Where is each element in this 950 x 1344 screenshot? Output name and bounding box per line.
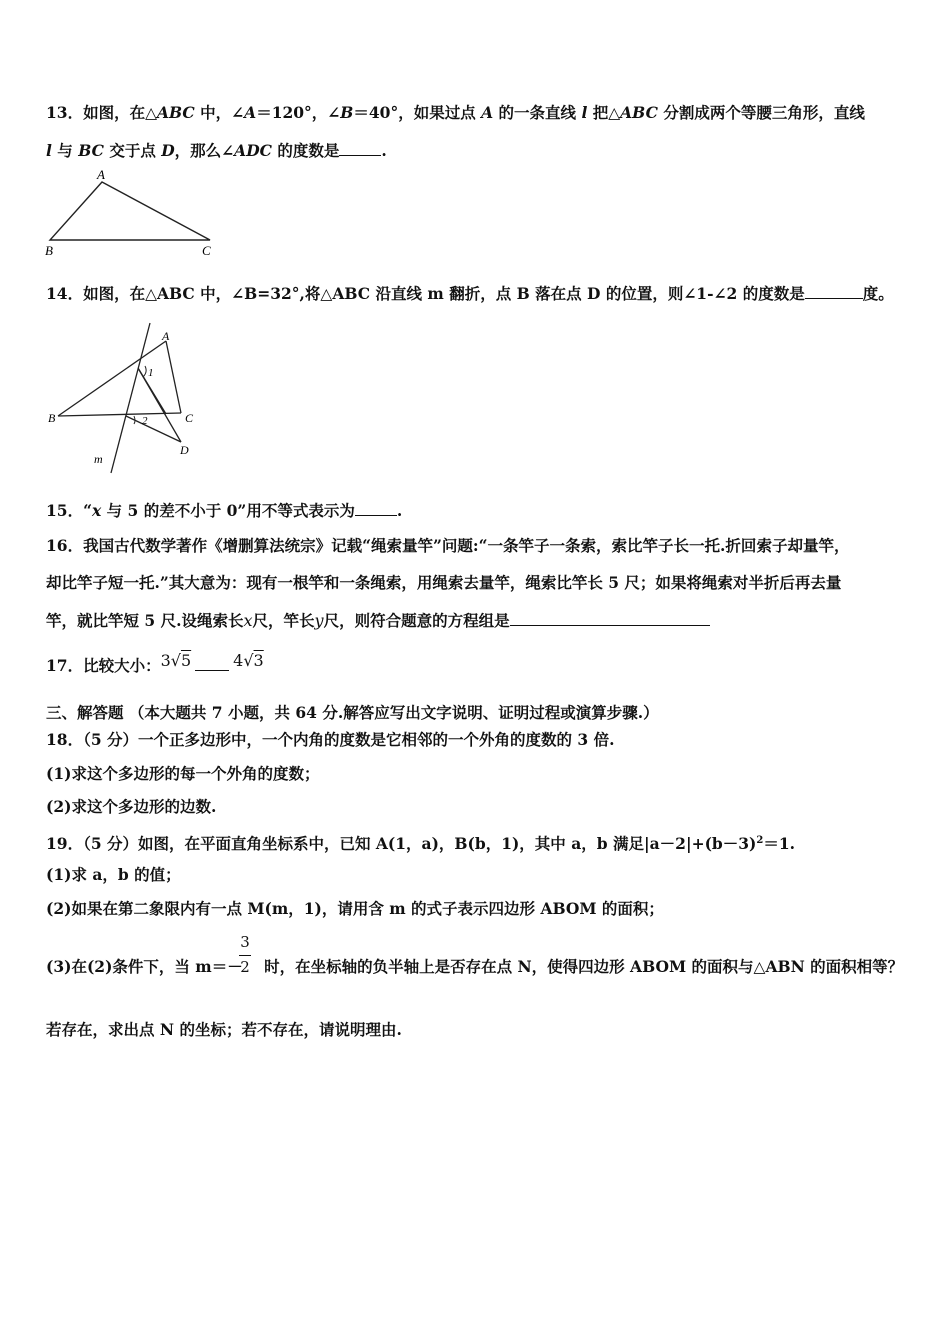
q19-part1: (1)求 a，b 的值； xyxy=(46,865,181,884)
q18-part2: (2)求这个多边形的边数. xyxy=(46,797,217,816)
label-c: C xyxy=(202,243,211,258)
fraction-bar xyxy=(239,955,251,956)
answer-blank xyxy=(195,655,229,671)
q17-line: 17．比较大小：3√5 4√3 xyxy=(46,651,264,675)
q19-stem: 19．（5 分）如图，在平面直角坐标系中，已知 A(1，a)，B(b，1)，其中 a，b 满足$|a-2|+(b-3)^2=1$. xyxy=(46,834,796,854)
label-c: C xyxy=(185,411,194,425)
label-angle-1: 1 xyxy=(148,367,154,379)
q19-part4: 若存在，求出点 N 的坐标；若不存在，请说明理由. xyxy=(46,1020,402,1039)
answer-blank xyxy=(510,610,710,626)
q16-line3: 竿，就比竿短 5 尺.设绳索长x尺，竿长y尺，则符合题意的方程组是 xyxy=(46,610,710,631)
q15-line: 15．“x 与 5 的差不小于 0”用不等式表示为 . xyxy=(46,501,403,520)
label-b: B xyxy=(48,411,56,425)
q19-part2: (2)如果在第二象限内有一点 M(m，1)，请用含 m 的式子表示四边形 ABOM 的面积； xyxy=(46,899,664,918)
fold-line-m xyxy=(111,323,150,473)
label-m: m xyxy=(94,452,103,466)
section3-title: 三、解答题 （本大题共 7 小题，共 64 分.解答应写出文字说明、证明过程或演算步骤.） xyxy=(46,703,659,722)
answer-blank xyxy=(339,140,381,156)
q18-part1: (1)求这个多边形的每一个外角的度数； xyxy=(46,764,320,783)
triangle-abc xyxy=(50,182,210,240)
label-a: A xyxy=(162,329,170,343)
q16-line2: 却比竿子短一托.”其大意为：现有一根竿和一条绳索，用绳索去量竿，绳索比竿长 5 尺；如果将绳索对半折后再去量 xyxy=(46,573,842,592)
q16-line1: 16．我国古代数学著作《增删算法统宗》记载“绳索量竿”问题:“一条竿子一条索，索比竿子长一托.折回索子却量竿， xyxy=(46,536,850,555)
q14-fold-figure xyxy=(44,318,214,478)
q13-line1: 13．如图，在△ABC 中，∠A＝120°，∠B＝40°，如果过点 A 的一条直线 l 把△ABC 分割成两个等腰三角形，直线 xyxy=(46,103,865,122)
edge-ac xyxy=(166,341,181,413)
fraction-numerator: 3 xyxy=(240,933,250,951)
q14-line: 14．如图，在△ABC 中，∠B=32°,将△ABC 沿直线 m 翻折，点 B 落在点 D 的位置，则∠1-∠2 的度数是 度。 xyxy=(46,284,894,303)
q13-line2: l 与 BC 交于点 D，那么∠ADC 的度数是 . xyxy=(46,141,387,160)
q13-triangle-figure xyxy=(40,168,230,260)
fraction-denominator: 2 xyxy=(240,958,250,976)
label-d: D xyxy=(180,443,189,457)
right-radical: 4√3 xyxy=(233,651,264,670)
edge-bc xyxy=(58,413,181,416)
answer-blank xyxy=(805,283,863,299)
angle-1-arc xyxy=(143,366,146,377)
left-radical: 3√5 xyxy=(160,651,192,670)
q18-stem: 18．（5 分）一个正多边形中，一个内角的度数是它相邻的一个外角的度数的 3 倍. xyxy=(46,730,615,749)
q19-part3: (3)在(2)条件下，当 m＝－ 时，在坐标轴的负半轴上是否存在点 N，使得四边形 ABOM 的面积与△ABN 的面积相等？ xyxy=(46,957,904,976)
label-angle-2: 2 xyxy=(142,415,148,427)
label-a: A xyxy=(97,168,105,182)
answer-blank xyxy=(355,500,397,516)
label-b: B xyxy=(45,243,53,258)
